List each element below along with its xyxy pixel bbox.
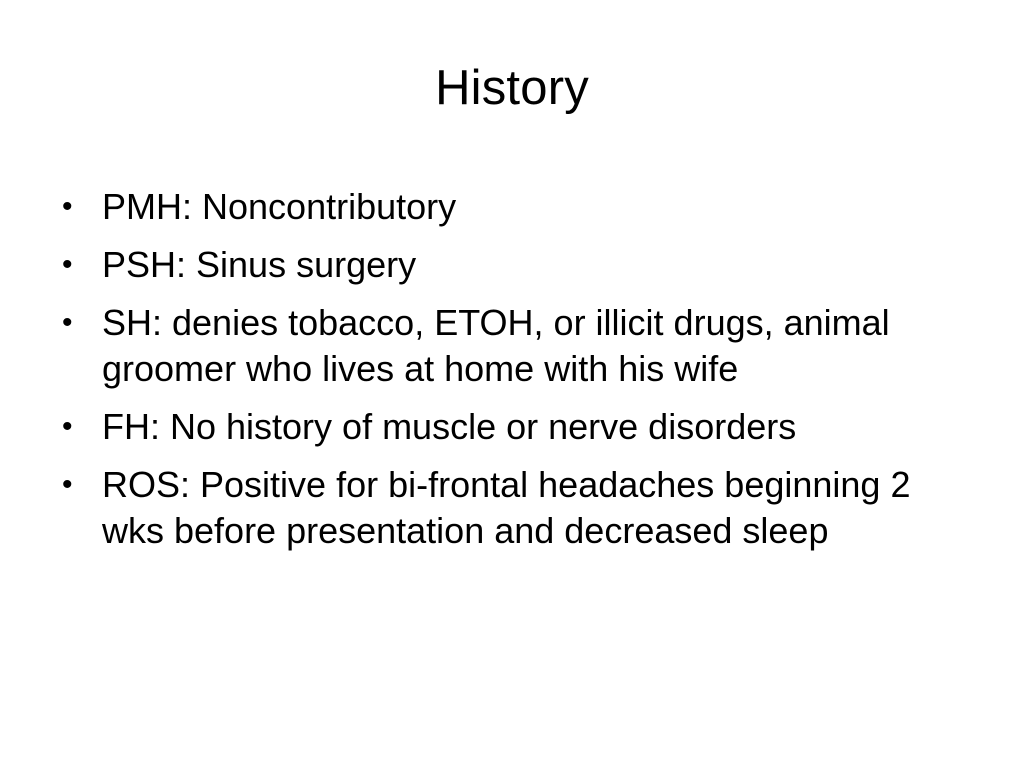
bullet-text: ROS: Positive for bi-frontal headaches beginning 2 wks before presentation and decreased sleep bbox=[102, 464, 911, 551]
bullet-text: PMH: Noncontributory bbox=[102, 186, 457, 227]
bullet-icon: • bbox=[62, 190, 73, 223]
bullet-text: PSH: Sinus surgery bbox=[102, 244, 417, 285]
bullet-item-pmh bbox=[62, 184, 942, 230]
bullet-icon: • bbox=[62, 468, 73, 501]
bullet-list bbox=[62, 184, 942, 566]
bullet-icon: • bbox=[62, 248, 73, 281]
bullet-item-fh bbox=[62, 404, 942, 450]
bullet-item-psh bbox=[62, 242, 942, 288]
bullet-text: SH: denies tobacco, ETOH, or illicit drugs, animal groomer who lives at home with his wife bbox=[102, 302, 890, 389]
bullet-icon: • bbox=[62, 410, 73, 443]
bullet-icon: • bbox=[62, 306, 73, 339]
bullet-text: FH: No history of muscle or nerve disorders bbox=[102, 406, 797, 447]
slide-title: History bbox=[435, 61, 589, 115]
bullet-item-ros bbox=[62, 462, 942, 554]
bullet-item-sh bbox=[62, 300, 942, 392]
